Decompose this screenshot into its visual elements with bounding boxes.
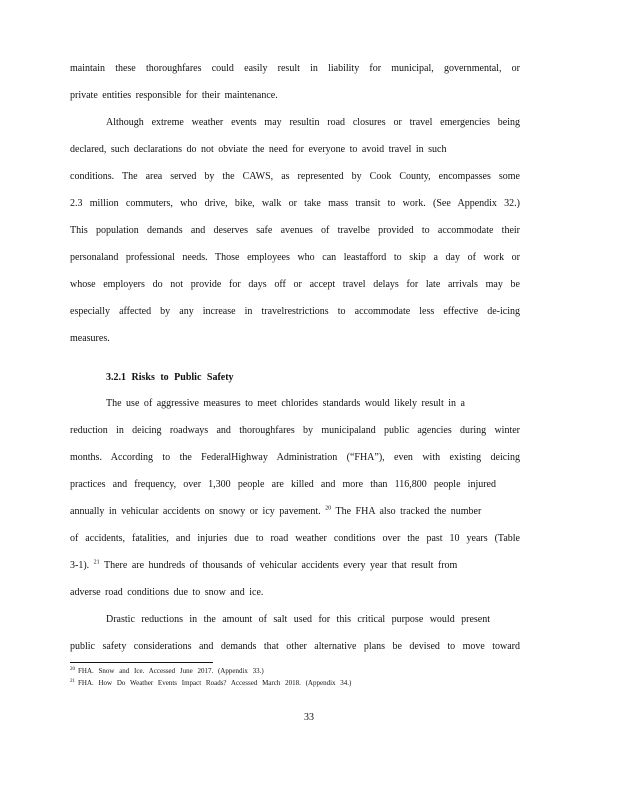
body-line: Drastic reductions in the amount of salt used for this critical purpose would present <box>106 614 490 625</box>
body-line: personaland professional needs. Those employees who can leastafford to skip a day of work or <box>70 252 520 263</box>
body-line: declared, such declarations do not obviate the need for everyone to avoid travel in such <box>70 144 447 155</box>
page-number: 33 <box>304 712 314 723</box>
footnote-text: FHA. Snow and Ice. Accessed June 2017. (Appendix 33.) <box>78 667 264 675</box>
body-line: maintain these thoroughfares could easily result in liability for municipal, governmental, or <box>70 63 520 74</box>
body-line: public safety considerations and demands that other alternative plans be devised to move toward <box>70 641 520 652</box>
body-line: of accidents, fatalities, and injuries due to road weather conditions over the past 10 years (Table <box>70 533 520 544</box>
footnote-separator <box>70 662 213 663</box>
footnote-mark: 21 <box>70 678 75 684</box>
body-line: whose employers do not provide for days off or accept travel delays for late arrivals may be <box>70 279 520 290</box>
footnote-mark: 20 <box>70 666 75 672</box>
body-line: measures. <box>70 333 110 344</box>
body-line: private entities responsible for their maintenance. <box>70 90 278 101</box>
body-text: annually in vehicular accidents on snowy or icy pavement. <box>70 506 321 517</box>
body-line: This population demands and deserves safe avenues of travelbe provided to accommodate their <box>70 225 520 236</box>
body-line: 2.3 million commuters, who drive, bike, walk or take mass transit to work. (See Appendix 32.) <box>70 198 520 209</box>
footnote <box>70 667 264 676</box>
footnote-text: FHA. How Do Weather Events Impact Roads? Accessed March 2018. (Appendix 34.) <box>78 679 352 687</box>
body-line: Although extreme weather events may resultin road closures or travel emergencies being <box>106 117 520 128</box>
body-line: conditions. The area served by the CAWS, as represented by Cook County, encompasses some <box>70 171 520 182</box>
body-line: months. According to the FederalHighway Administration (“FHA”), even with existing deicing <box>70 452 520 463</box>
body-line: The use of aggressive measures to meet chlorides standards would likely result in a <box>106 398 465 409</box>
body-text: The FHA also tracked the number <box>335 506 482 517</box>
body-text: There are hundreds of thousands of vehicular accidents every year that result from <box>104 560 458 571</box>
body-line: adverse road conditions due to snow and ice. <box>70 587 264 598</box>
body-line: especially affected by any increase in travelrestrictions to accommodate less effective de-icing <box>70 306 520 317</box>
body-text: 3-1). <box>70 560 90 571</box>
body-line <box>70 506 520 518</box>
section-heading: 3.2.1 Risks to Public Safety <box>106 372 234 383</box>
body-line: practices and frequency, over 1,300 people are killed and more than 116,800 people injured <box>70 479 496 490</box>
footnote <box>70 679 351 688</box>
footnote-reference[interactable]: 21 <box>93 559 100 566</box>
footnote-reference[interactable]: 20 <box>325 505 332 512</box>
body-line: reduction in deicing roadways and thoroughfares by municipaland public agencies during winter <box>70 425 520 436</box>
body-line <box>70 560 520 572</box>
